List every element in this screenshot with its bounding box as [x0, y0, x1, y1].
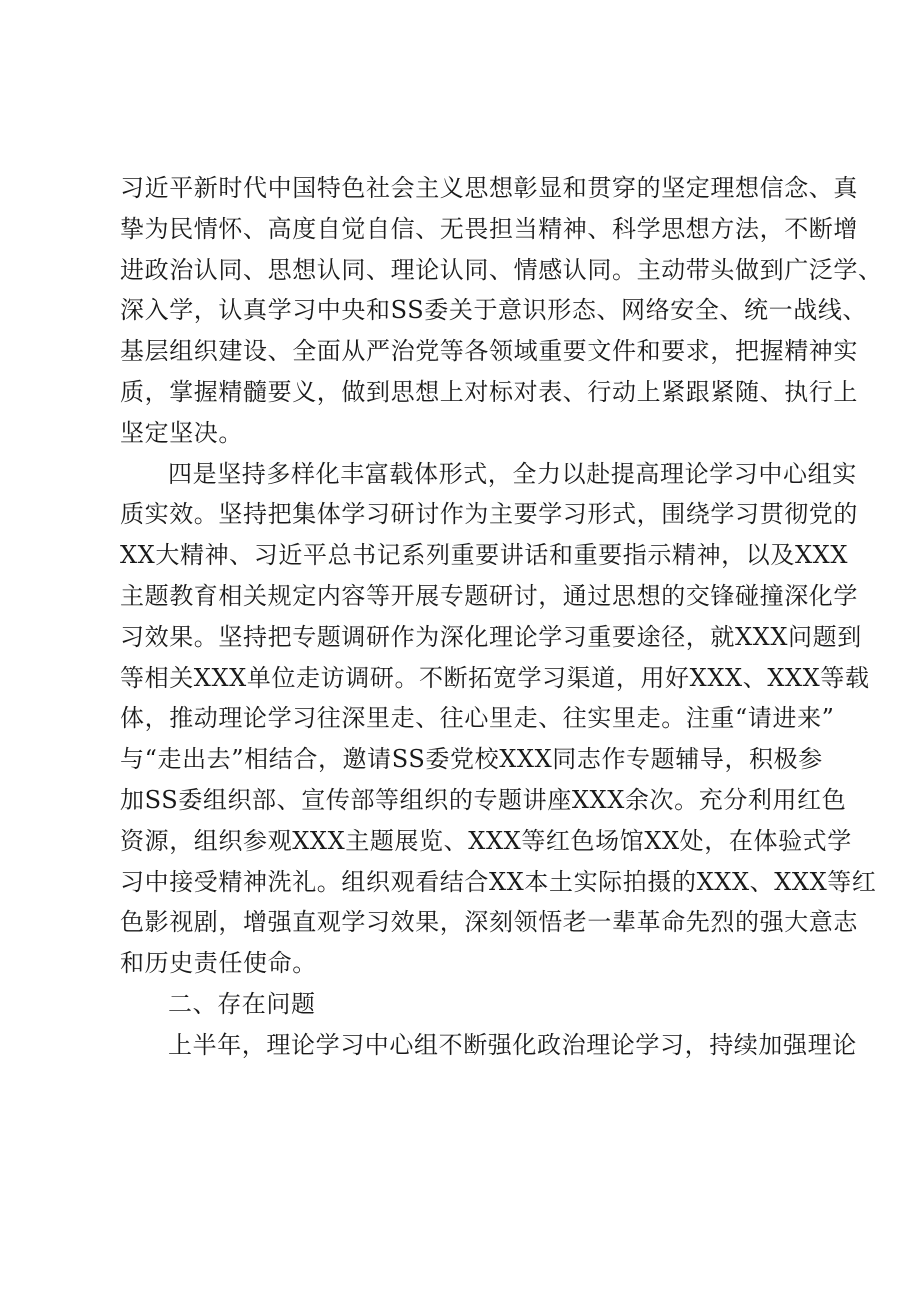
- text-line: 色影视剧，增强直观学习效果，深刻领悟老一辈革命先烈的强大意志: [120, 908, 858, 937]
- document-body: [120, 168, 883, 1066]
- text-line: 和历史责任使命。: [120, 949, 317, 978]
- text-line: 习效果。坚持把专题调研作为深化理论学习重要途径，就XXX问题到: [120, 622, 862, 651]
- text-line: 深入学，认真学习中央和SS委关于意识形态、网络安全、统一战线、: [120, 296, 868, 325]
- text-line: 与“走出去”相结合，邀请SS委党校XXX同志作专题辅导，积极参: [120, 745, 823, 774]
- text-line: 质实效。坚持把集体学习研讨作为主要学习形式，围绕学习贯彻党的: [120, 500, 858, 529]
- paragraph-first-line: 上半年，理论学习中心组不断强化政治理论学习，持续加强理论: [168, 1030, 857, 1059]
- text-line: 主题教育相关规定内容等开展专题研讨，通过思想的交锋碰撞深化学: [120, 581, 858, 610]
- text-line: 挚为民情怀、高度自觉自信、无畏担当精神、科学思想方法，不断增: [120, 214, 858, 243]
- text-line: 坚定坚决。: [120, 418, 243, 447]
- paragraph-first-line: 四是坚持多样化丰富载体形式，全力以赴提高理论学习中心组实: [168, 459, 857, 488]
- text-line: 习中接受精神洗礼。组织观看结合XX本土实际拍摄的XXX、XXX等红: [120, 867, 877, 896]
- text-line: 基层组织建设、全面从严治党等各领域重要文件和要求，把握精神实: [120, 337, 858, 366]
- section-heading: 二、存在问题: [168, 989, 316, 1018]
- text-line: 加SS委组织部、宣传部等组织的专题讲座XXX余次。充分利用红色: [120, 785, 847, 814]
- text-line: 质，掌握精髓要义，做到思想上对标对表、行动上紧跟紧随、执行上: [120, 377, 858, 406]
- text-line: 等相关XXX单位走访调研。不断拓宽学习渠道，用好XXX、XXX等载: [120, 663, 870, 692]
- text-line: 体，推动理论学习往深里走、往心里走、往实里走。注重“请进来”: [120, 704, 835, 733]
- text-line: 进政治认同、思想认同、理论认同、情感认同。主动带头做到广泛学、: [120, 255, 883, 284]
- text-line: 习近平新时代中国特色社会主义思想彰显和贯穿的坚定理想信念、真: [120, 174, 858, 202]
- text-line: 资源，组织参观XXX主题展览、XXX等红色场馆XX处，在体验式学: [120, 826, 852, 855]
- text-line: XX大精神、习近平总书记系列重要讲话和重要指示精神，以及XXX: [120, 541, 849, 570]
